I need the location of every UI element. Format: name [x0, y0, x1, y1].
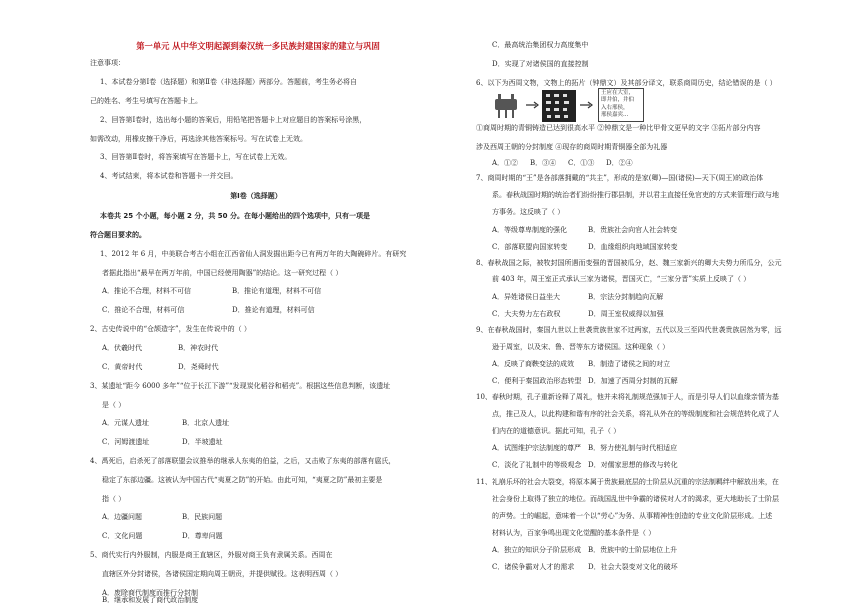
question-stem: 1、2012 年 6 月，中美联合考古小组在江西省仙人洞发掘出距今已有两万年的大陶碗碎片。有研究	[100, 250, 407, 258]
question-stem: 直辖区外分封诸侯，各诸侯国定期向周王朝贡，并提供赋役。这表明西周（ ）	[102, 570, 343, 578]
option: B．贵族社会向官人社会转变	[588, 226, 678, 234]
question-stem: 前 403 年，周王室正式承认三家为诸侯，晋国灭亡，“三家分晋”实质上反映了（ ）	[492, 275, 751, 283]
page-title: 第一单元 从中华文明起源到秦汉统一多民族封建国家的建立与巩固	[136, 41, 380, 51]
question-stem: 5、商代实行内外服制，内服是商王直辖区，外服对商王负有隶属关系。西周在	[90, 551, 333, 559]
question-stem: 逊于周室，以及宋、鲁、晋等东方诸侯国。这种现象（ ）	[492, 343, 670, 351]
section-intro: 符合题目要求的。	[90, 231, 146, 239]
option: A．等级尊卑制度的强化	[492, 226, 568, 234]
question-stem: 社会身份上取得了独立的地位。而战国乱世中争霸的诸侯对人才的渴求，更大地助长了士阶层	[492, 495, 779, 503]
option: A．推论不合理，材料不可信	[102, 287, 192, 295]
question-stem: 11、礼崩乐坏的社会大裂变，将原本属于贵族最底层的士阶层从沉重的宗法制羁绊中解放出来，在	[476, 478, 779, 486]
notice-line: 1、本试卷分第Ⅰ卷（选择题）和第Ⅱ卷（非选择题）两部分。答题前，考生务必将自	[100, 78, 357, 86]
option: C．①③	[568, 159, 595, 167]
translation-box	[598, 88, 644, 122]
option: D．尊卑问题	[182, 532, 223, 540]
translation-line: 即井伯，井伯	[601, 97, 635, 104]
notice-line: 3、回答第Ⅱ卷时，将答案填写在答题卡上，写在试卷上无效。	[100, 153, 292, 161]
option: A．伏羲时代	[102, 344, 143, 352]
option: A．废除商代制度而推行分封制	[102, 589, 199, 597]
option: C．部落联盟向国家转变	[492, 243, 568, 251]
option: C．黄帝时代	[102, 363, 143, 371]
option: A．异姓诸侯日益坐大	[492, 293, 561, 301]
option: A．①②	[492, 159, 519, 167]
translation-line: 入右邢侯，	[601, 104, 629, 111]
translation-line: 王应在大室，	[601, 90, 635, 96]
question-stem: 系。春秋战国时期的统治者们纷纷推行郡县制，并以君主直接任免官吏的方式来管理行政与地	[492, 191, 779, 199]
option: D．推论有道理，材料可信	[232, 306, 315, 314]
option: D．社会大裂变对文化的破坏	[588, 563, 678, 571]
option: A．元谋人遗址	[102, 419, 150, 427]
question-stem: 稳定了东部边疆。这被认为中国古代“夷夏之防”的开始。由此可知，“夷夏之防”最初主要是	[102, 476, 383, 484]
question-stem: 2、古史传说中的“仓颉造字”，发生在传说中的（ ）	[90, 325, 251, 333]
option: D．半坡遗址	[182, 438, 223, 446]
notice-line: 如需改动，用橡皮擦干净后，再选涂其他答案标号。写在试卷上无效。	[90, 135, 307, 143]
option: C．诸侯争霸对人才的需求	[492, 563, 575, 571]
translation-line: 邢侯嘉宾...	[601, 112, 629, 119]
option: C．淡化了礼制中的等级观念	[492, 461, 582, 469]
question-stem: 9、在春秋战国时，秦国九世以上世袭贵族世家不过两家，五代以及三至四代世袭贵族居然为零，远	[476, 326, 782, 334]
notice-heading: 注意事项：	[90, 59, 125, 67]
section-intro: 本卷共 25 个小题，每小题 2 分，共 50 分。在每小题给出的四个选项中，只有一项是	[100, 212, 370, 220]
question-statement: ①商周时期的青铜铸造已达到很高水平 ②钟鼎文是一种比甲骨文更早的文字 ③拓片部分内容	[476, 124, 761, 132]
notice-line: 4、考试结束，将本试卷和答题卡一并交回。	[100, 172, 238, 180]
question-stem: 6、以下为西周文物，文物上的拓片（钟鼎文）及其部分译文，联系商周历史，结论错误的是（ ）	[476, 79, 777, 87]
question-stem: 4、禹死后，启杀死了部落联盟会议推举的继承人东夷的伯益，之后，又击败了东夷的部落有扈氏，	[90, 457, 396, 465]
option: D．②④	[606, 159, 633, 167]
notice-line: 2、回答第Ⅰ卷时，选出每小题的答案后，用铅笔把答题卡上对应题目的答案标号涂黑，	[100, 116, 367, 124]
option: B．③④	[530, 159, 557, 167]
option: C．大夫势力左右政权	[492, 310, 561, 318]
option: C．便利于秦国政治形态转型	[492, 377, 582, 385]
option: A．试图维护宗法制度的尊严	[492, 444, 582, 452]
question-stem: 点，推己及人，以此构建和谐有序的社会关系，将礼从外在的等级制度和社会规范转化成了人	[492, 410, 779, 418]
option: C．文化问题	[102, 532, 143, 540]
option: B．制造了诸侯之间的对立	[588, 360, 671, 368]
question-stem: 们内在的道德意识。据此可知，孔子（ ）	[492, 427, 621, 435]
option: B．贵族中的士阶层地位上升	[588, 546, 678, 554]
bronze-ding-icon	[490, 93, 522, 119]
option: D．血缘组织向地域国家转变	[588, 243, 678, 251]
question-stem: 的声势。士的崛起，意味着一个以“劳心”为务、从事精神性创造的专业文化阶层形成。上述	[492, 512, 773, 520]
notice-line: 己的姓名、考生号填写在答题卡上。	[90, 97, 202, 105]
option: A．反映了商鞅变法的成效	[492, 360, 575, 368]
section-heading: 第Ⅰ卷（选择题）	[230, 192, 282, 200]
question-stem: 7、商周时期的“王”是各部落拥戴的“共主”，形成的是家(卿)—国(诸侯)—天下(周王)的政治体	[476, 174, 764, 182]
option: D．加速了西周分封制的瓦解	[588, 377, 678, 385]
option: D．周王室权威得以加强	[588, 310, 664, 318]
question-stem: 者据此指出“最早在两万年前，中国已经使用陶器”的结论。这一研究过程（ ）	[102, 269, 343, 277]
option: D．实现了对诸侯国的直接控制	[492, 60, 589, 68]
option: C．最高统治集团权力高度集中	[492, 41, 589, 49]
question-stem: 指（ ）	[102, 495, 126, 503]
question-stem: 方事务。这反映了（ ）	[492, 208, 565, 216]
question-stem: 是（ ）	[102, 401, 126, 409]
option: B．北京人遗址	[182, 419, 230, 427]
option: A．边疆问题	[102, 513, 143, 521]
inscription-rubbing-icon	[542, 90, 576, 122]
option: B．宗法分封制趋向瓦解	[588, 293, 664, 301]
option: D．对儒家思想的修改与转化	[588, 461, 678, 469]
option: B．继承和发展了商代政治制度	[102, 596, 199, 604]
question-stem: 材料认为，百家争鸣出现文化觉醒的基本条件是（ ）	[492, 529, 656, 537]
option: A．独立的知识分子阶层形成	[492, 546, 582, 554]
option: B．神农时代	[178, 344, 219, 352]
question-stem: 3、某遗址“距今 6000 多年”“位于长江下游”“发现炭化稻谷和稻壳”。根据这些信息判断，该遗址	[90, 382, 391, 390]
arrow-right-icon	[580, 101, 594, 112]
option: B．民族问题	[182, 513, 223, 521]
question-statement: 涉及西周王朝的分封制度 ④现存的商周时期青铜器全部为礼器	[476, 143, 668, 151]
arrow-right-icon	[526, 101, 540, 112]
option: B．努力使礼制与时代相适应	[588, 444, 678, 452]
option: C．河姆渡遗址	[102, 438, 150, 446]
option: D．尧舜时代	[178, 363, 219, 371]
question-stem: 10、春秋时期，孔子重新诠释了周礼，他并未将礼制规范强加于人，而是引导人们以血缘亲情为基	[476, 393, 779, 401]
option: C．推论不合理，材料可信	[102, 306, 185, 314]
question-stem: 8、春秋战国之际，被牧封国所遇而变强的晋国被瓜分，赵、魏三家新兴的卿大夫势力所瓜分，公元	[476, 259, 782, 267]
option: B．推论有道理，材料不可信	[232, 287, 322, 295]
